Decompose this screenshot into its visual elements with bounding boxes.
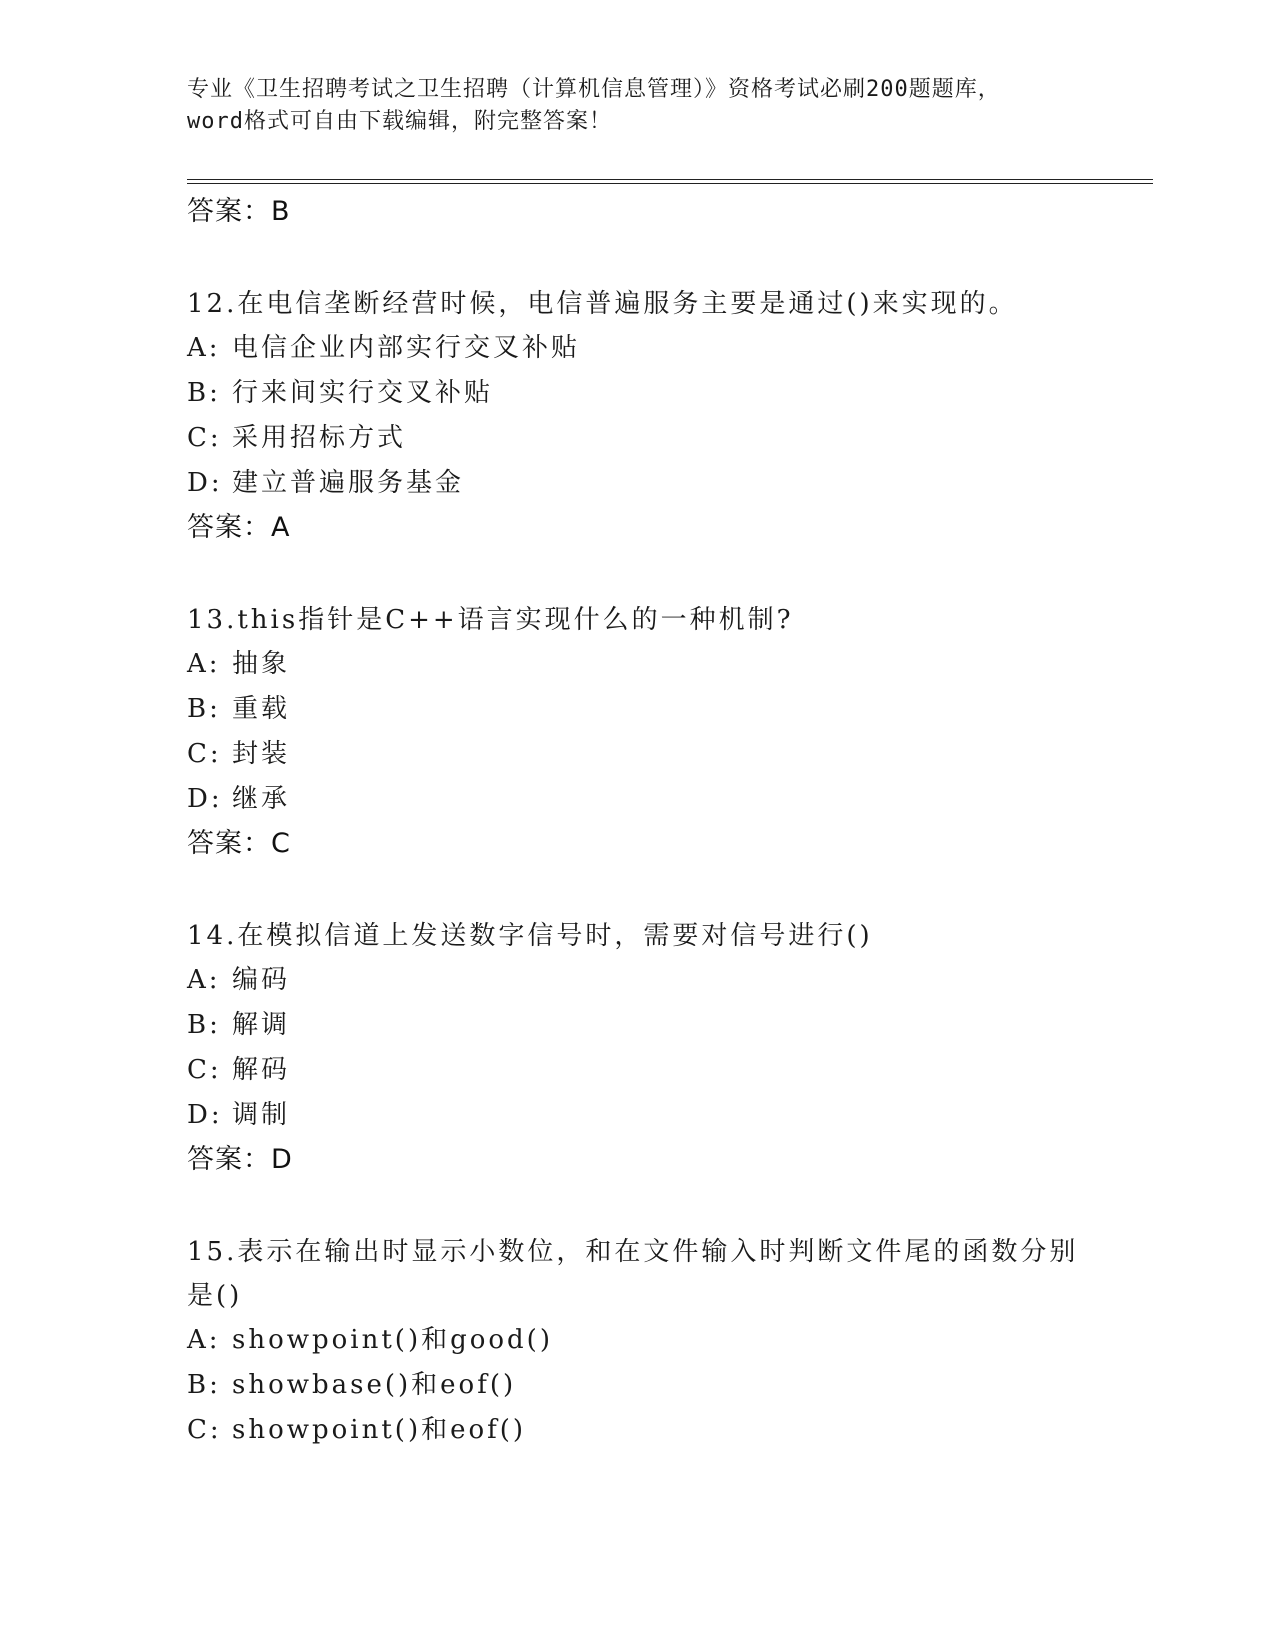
question-list [187,190,1087,1453]
option-key: A: [187,649,221,679]
option-key: B: [187,378,221,408]
header-line-2: word格式可自由下载编辑，附完整答案！ [187,109,612,134]
option-key: C: [187,1415,222,1445]
option-text: 解码 [232,1055,291,1085]
option-a [187,642,1087,687]
option-key: A: [187,333,221,363]
option-text: 抽象 [232,649,291,679]
answer-label: 答案：A [187,512,291,543]
option-text: 继承 [232,784,291,814]
header-line-1: 专业《卫生招聘考试之卫生招聘（计算机信息管理）》资格考试必刷200题题库， [187,77,1001,102]
option-b [187,1003,1087,1048]
answer-label: 答案：C [187,828,291,859]
question-item-15 [187,1230,1087,1453]
question-text: 13.this指针是C++语言实现什么的一种机制? [187,605,794,635]
spacer [187,866,1087,914]
question-text: 14.在模拟信道上发送数字信号时，需要对信号进行() [187,921,873,951]
spacer [187,234,1087,282]
option-key: D: [187,1100,223,1130]
option-text: 电信企业内部实行交叉补贴 [232,333,581,363]
option-text: 调制 [232,1100,291,1130]
header-divider-top [187,179,1153,180]
question-item-12 [187,282,1087,550]
option-c [187,1408,1087,1453]
option-a [187,958,1087,1003]
option-d [187,1093,1087,1138]
header-divider-bottom [187,183,1153,184]
option-b [187,1363,1087,1408]
option-text: showpoint()和good() [232,1325,553,1355]
question-text: 12.在电信垄断经营时候，电信普遍服务主要是通过()来实现的。 [187,289,1018,319]
option-key: B: [187,694,221,724]
option-a [187,1318,1087,1363]
option-key: B: [187,1010,221,1040]
option-c [187,416,1087,461]
option-text: 行来间实行交叉补贴 [232,378,494,408]
option-key: A: [187,1325,221,1355]
option-key: D: [187,468,223,498]
option-a [187,326,1087,371]
option-key: A: [187,965,221,995]
option-d [187,461,1087,506]
question-text-line-2: 是() [187,1281,243,1311]
option-b [187,371,1087,416]
spacer [187,1182,1087,1230]
option-d [187,777,1087,822]
spacer [187,550,1087,598]
option-text: 采用招标方式 [232,423,407,453]
option-text: showbase()和eof() [232,1370,517,1400]
option-key: B: [187,1370,221,1400]
option-c [187,1048,1087,1093]
option-text: 封装 [232,739,291,769]
answer-label: 答案：B [187,196,291,227]
document-header [187,74,1087,138]
question-item-14 [187,914,1087,1182]
option-text: 编码 [232,965,291,995]
option-key: C: [187,739,222,769]
option-text: 建立普遍服务基金 [232,468,465,498]
option-text: showpoint()和eof() [232,1415,527,1445]
option-c [187,732,1087,777]
option-text: 重载 [232,694,291,724]
option-key: C: [187,423,222,453]
option-text: 解调 [232,1010,291,1040]
option-key: D: [187,784,223,814]
question-text-line-1: 15.表示在输出时显示小数位，和在文件输入时判断文件尾的函数分别 [187,1237,1079,1267]
option-key: C: [187,1055,222,1085]
question-item-13 [187,598,1087,866]
answer-label: 答案：D [187,1144,293,1175]
option-b [187,687,1087,732]
